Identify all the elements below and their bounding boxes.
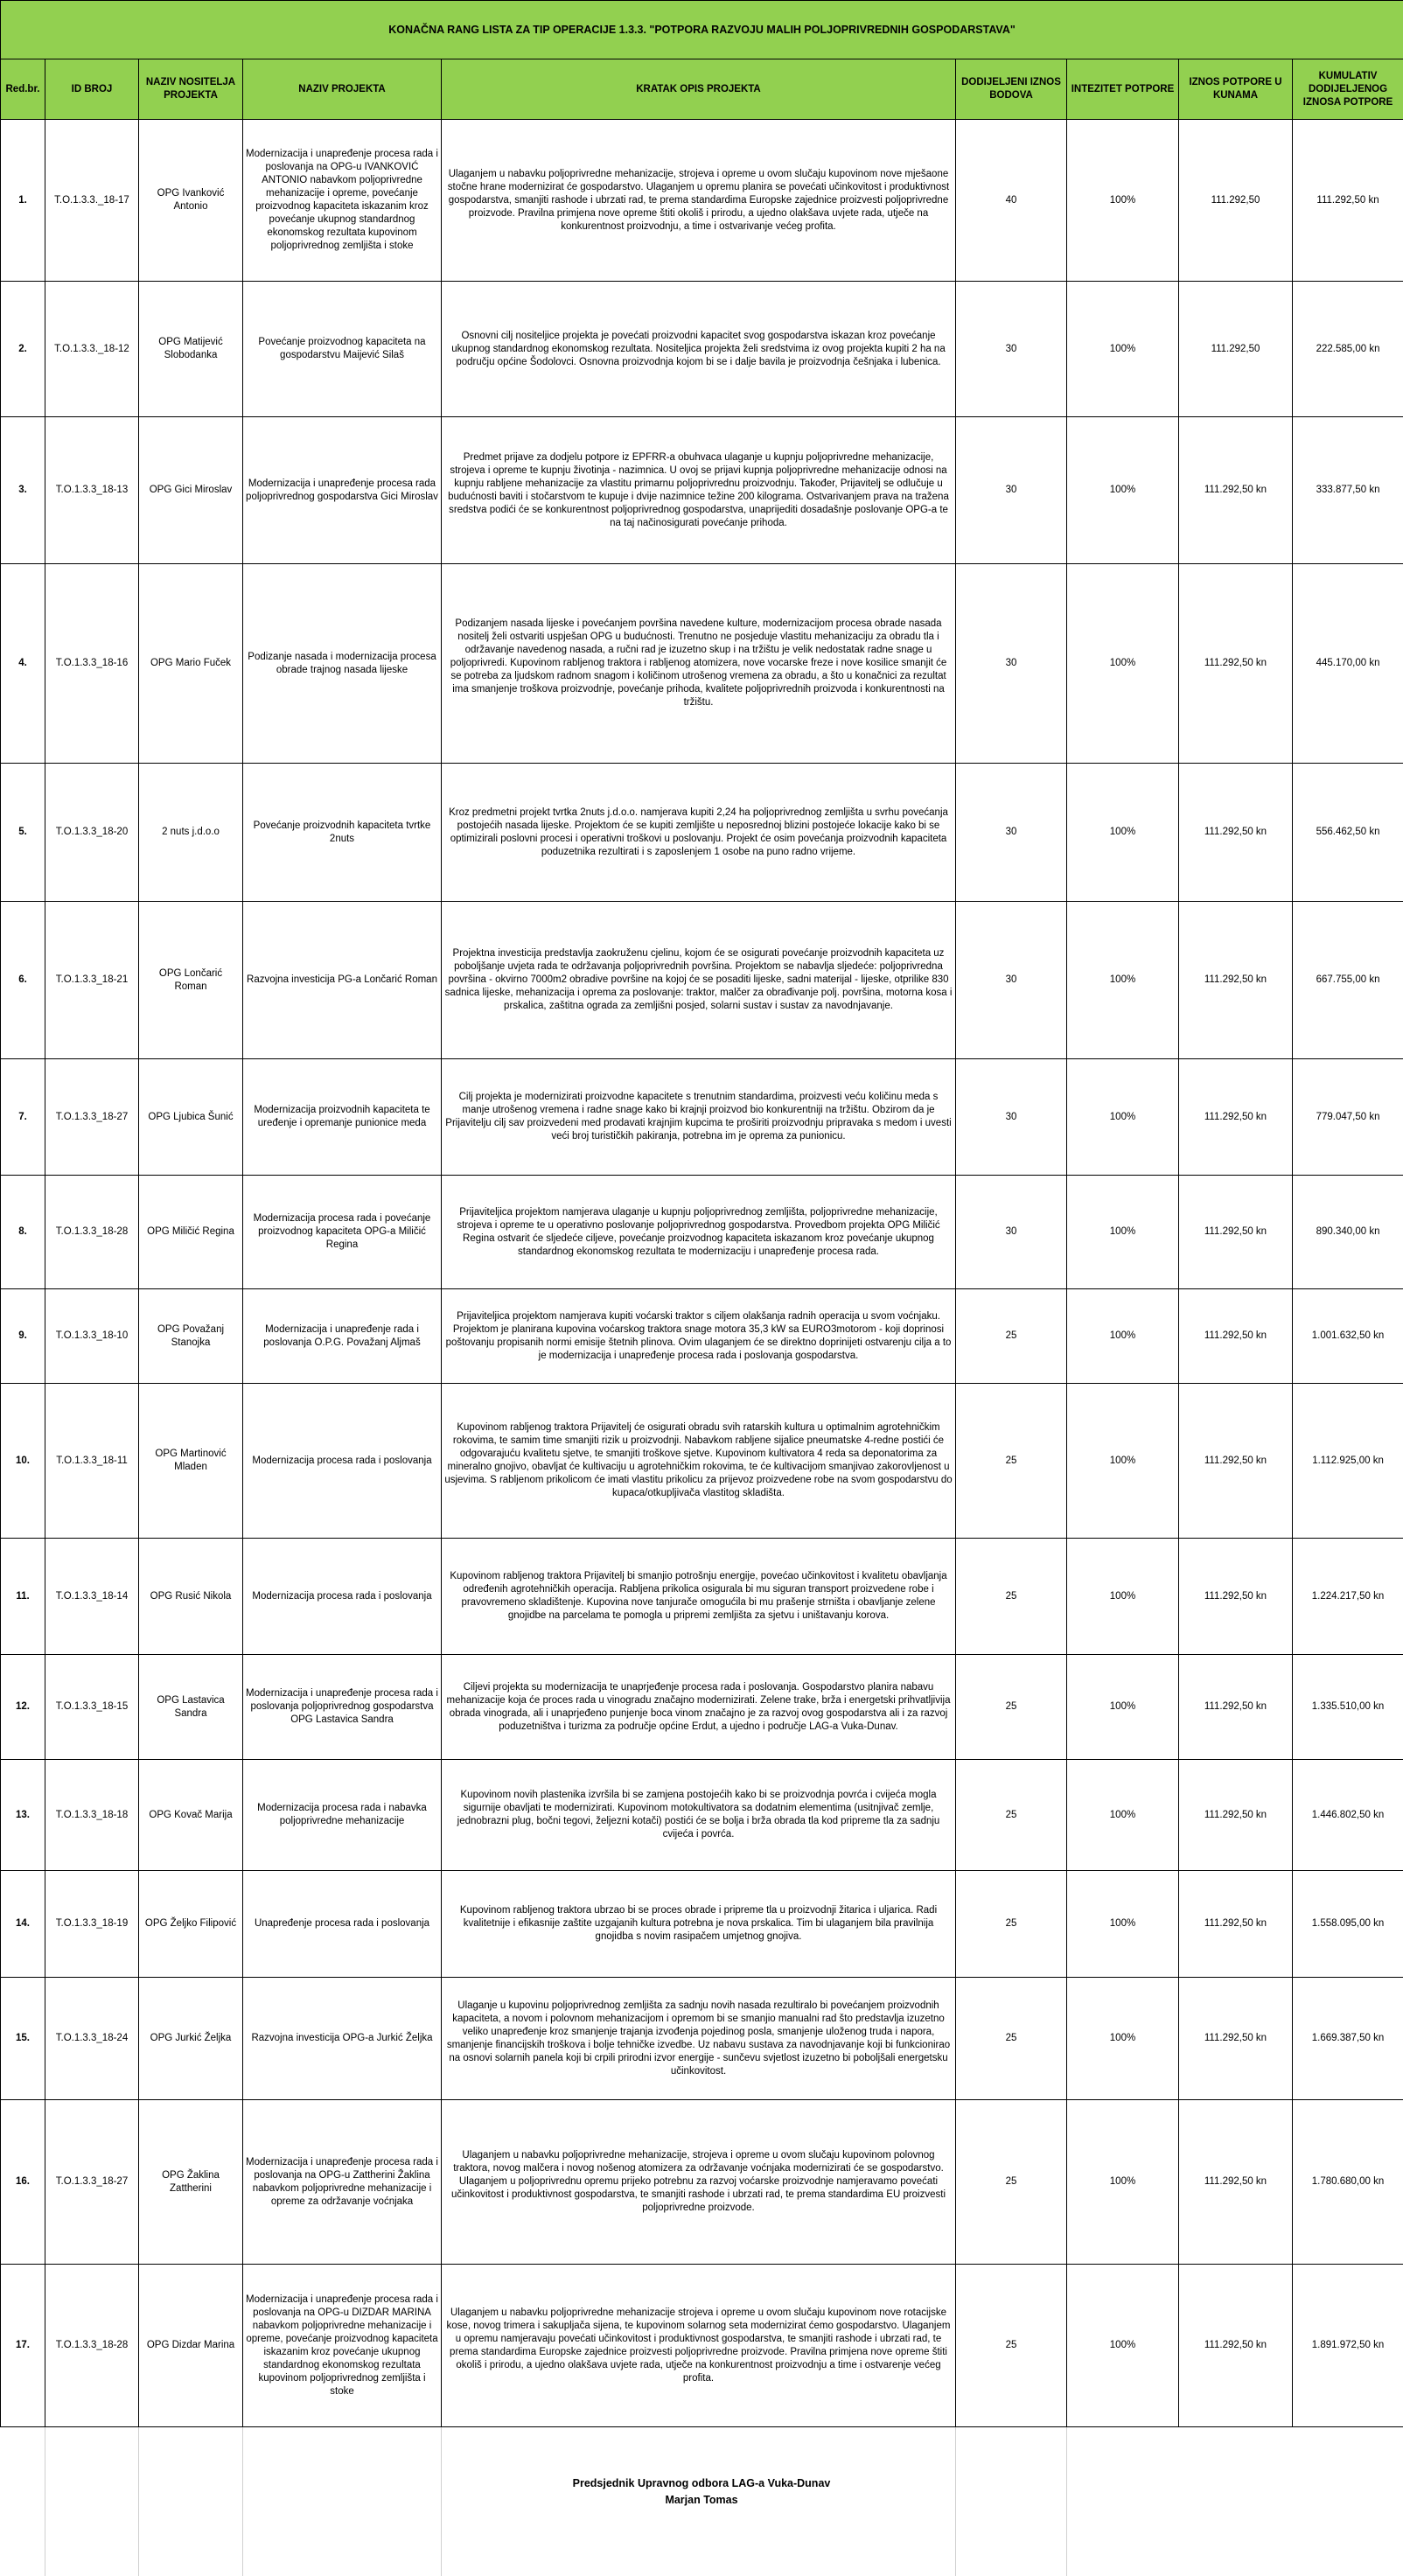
cell-bodovi: 25	[956, 1978, 1067, 2100]
cell-nositelj: OPG Matijević Slobodanka	[139, 282, 243, 417]
cell-bodovi: 25	[956, 1539, 1067, 1655]
table-row	[1, 282, 1403, 417]
cell-iznos: 111.292,50 kn	[1179, 1871, 1293, 1978]
cell-id: T.O.1.3.3_18-11	[45, 1384, 139, 1539]
cell-intenzitet: 100%	[1067, 1760, 1179, 1871]
cell-iznos: 111.292,50 kn	[1179, 1978, 1293, 2100]
cell-intenzitet: 100%	[1067, 120, 1179, 282]
cell-iznos: 111.292,50 kn	[1179, 564, 1293, 764]
cell-iznos: 111.292,50 kn	[1179, 764, 1293, 902]
cell-id: T.O.1.3.3_18-15	[45, 1655, 139, 1760]
cell-projekt: Modernizacija procesa rada i poslovanja	[243, 1384, 442, 1539]
cell-kumulativ: 1.335.510,00 kn	[1293, 1655, 1403, 1760]
cell-intenzitet: 100%	[1067, 902, 1179, 1059]
cell-iznos: 111.292,50 kn	[1179, 1176, 1293, 1289]
cell-opis: Ulaganjem u nabavku poljoprivredne mehanizacije strojeva i opreme u ovom slučaju kupovinom nove rotacijske kose, novog trimera i sakupljača sijena, te kupovinom solarnog seta modernizirat ćemo gospodarstvo. Ulaganjem u opremu namjeravaju povećati učinkovitost i produktivnost gospodarstva, te smanjiti rashode i ubrzati rad, te prema standardima Europske zajednice proizvesti poljoprivredne proizvode. Pravilna primjena nove opreme štiti okoliš i prirodu, a ujedno olakšava uvjete rada, utječe na konkurentnost proizvodnju a time i ostvarenje većeg profita.	[442, 2265, 956, 2427]
cell-opis: Osnovni cilj nositeljice projekta je povećati proizvodni kapacitet svog gospodarstva iskazan kroz povećanje ukupnog standardnog ekonomskog rezultata. Nositeljica projekta želi sredstvima iz ovog projekta kupiti 2 ha na području općine Šodolovci. Osnovna proizvodnja kojom bi se i dalje bavila je proizvodnja češnjaka i lubenica.	[442, 282, 956, 417]
cell-opis: Kupovinom rabljenog traktora Prijavitelj bi smanjio potrošnju energije, povećao učinkovitost i kvalitetu obavljanja određenih agrotehničkih operacija. Rabljena prikolica osigurala bi mu siguran transport proizvedene robe i pravovremeno skladištenje. Kupovina nove tanjurače omogućila bi mu prašenje strništa i obavljanje zelene gnojidbe na parcelama te pomogla u pripremi zemljišta za sjetvu i uništavanju korova.	[442, 1539, 956, 1655]
cell-id: T.O.1.3.3_18-27	[45, 1059, 139, 1176]
cell-bodovi: 30	[956, 1176, 1067, 1289]
cell-projekt: Modernizacija i unapređenje procesa rada i poslovanja poljoprivrednog gospodarstva OPG Lastavica Sandra	[243, 1655, 442, 1760]
cell-nositelj: 2 nuts j.d.o.o	[139, 764, 243, 902]
cell-kumulativ: 1.446.802,50 kn	[1293, 1760, 1403, 1871]
cell-nositelj: OPG Lončarić Roman	[139, 902, 243, 1059]
cell-rb: 7.	[1, 1059, 45, 1176]
cell-opis: Prijaviteljica projektom namjerava ulaganje u kupnju poljoprivrednog zemljišta, poljoprivredne mehanizacije, strojeva i opreme te u operativno poslovanje poljoprivrednog gospodarstva. Provedbom projekta OPG Miličić Regina ostvarit će sljedeće ciljeve, povećanje proizvodnog kapaciteta iskazanom kroz povećanje ukupnog standardnog ekonomskog rezultata te modernizaciju i unapređenje procesa rada.	[442, 1176, 956, 1289]
cell-iznos: 111.292,50 kn	[1179, 902, 1293, 1059]
cell-rb: 6.	[1, 902, 45, 1059]
cell-rb: 13.	[1, 1760, 45, 1871]
cell-rb: 12.	[1, 1655, 45, 1760]
table-row	[1, 564, 1403, 764]
cell-rb: 3.	[1, 417, 45, 564]
header-opis: KRATAK OPIS PROJEKTA	[442, 59, 956, 120]
table-row	[1, 1539, 1403, 1655]
cell-kumulativ: 1.558.095,00 kn	[1293, 1871, 1403, 1978]
cell-bodovi: 30	[956, 564, 1067, 764]
cell-kumulativ: 1.669.387,50 kn	[1293, 1978, 1403, 2100]
cell-intenzitet: 100%	[1067, 1384, 1179, 1539]
cell-iznos: 111.292,50 kn	[1179, 1384, 1293, 1539]
cell-rb: 17.	[1, 2265, 45, 2427]
cell-bodovi: 25	[956, 2265, 1067, 2427]
cell-bodovi: 30	[956, 282, 1067, 417]
cell-intenzitet: 100%	[1067, 282, 1179, 417]
cell-projekt: Povećanje proizvodnog kapaciteta na gospodarstvu Maijević Silaš	[243, 282, 442, 417]
cell-nositelj: OPG Ljubica Šunić	[139, 1059, 243, 1176]
signature-block	[0, 2475, 1403, 2509]
cell-kumulativ: 333.877,50 kn	[1293, 417, 1403, 564]
header-rb: Red.br.	[1, 59, 45, 120]
table-row	[1, 120, 1403, 282]
cell-kumulativ: 111.292,50 kn	[1293, 120, 1403, 282]
cell-projekt: Povećanje proizvodnih kapaciteta tvrtke 2nuts	[243, 764, 442, 902]
cell-bodovi: 25	[956, 2100, 1067, 2265]
cell-projekt: Modernizacija proizvodnih kapaciteta te uređenje i opremanje punionice meda	[243, 1059, 442, 1176]
header-bodovi: DODIJELJENI IZNOS BODOVA	[956, 59, 1067, 120]
cell-iznos: 111.292,50 kn	[1179, 1059, 1293, 1176]
header-projekt: NAZIV PROJEKTA	[243, 59, 442, 120]
cell-rb: 15.	[1, 1978, 45, 2100]
cell-projekt: Razvojna investicija PG-a Lončarić Roman	[243, 902, 442, 1059]
table-row	[1, 764, 1403, 902]
cell-id: T.O.1.3.3_18-19	[45, 1871, 139, 1978]
header-kumulativ: KUMULATIV DODIJELJENOG IZNOSA POTPORE	[1293, 59, 1403, 120]
cell-nositelj: OPG Martinović Mladen	[139, 1384, 243, 1539]
cell-kumulativ: 667.755,00 kn	[1293, 902, 1403, 1059]
cell-id: T.O.1.3.3_18-18	[45, 1760, 139, 1871]
cell-nositelj: OPG Dizdar Marina	[139, 2265, 243, 2427]
cell-intenzitet: 100%	[1067, 564, 1179, 764]
table-row	[1, 1059, 1403, 1176]
cell-kumulativ: 1.112.925,00 kn	[1293, 1384, 1403, 1539]
cell-projekt: Modernizacija i unapređenje procesa rada i poslovanja na OPG-u Zattherini Žaklina nabavkom poljoprivredne mehanizacije i opreme za održavanje voćnjaka	[243, 2100, 442, 2265]
cell-opis: Ulaganjem u nabavku poljoprivredne mehanizacije, strojeva i opreme u ovom slučaju kupovinom nove mješaone stočne hrane modernizirat će gospodarstvo. Ulaganjem u opremu planira se povećati učinkovitost i produktivnost gospodarstva, smanjiti rashode i ubrzati rad, te prema standardima Europske zajednice proizvesti poljoprivredne proizvode. Pravilna primjena nove opreme štiti okoliš i prirodu, a ujedno olakšava uvjete rada, utječe na konkurentnost proizvodnju, a time i ostvarivanje većeg profita.	[442, 120, 956, 282]
cell-intenzitet: 100%	[1067, 2265, 1179, 2427]
table-row	[1, 417, 1403, 564]
cell-id: T.O.1.3.3_18-20	[45, 764, 139, 902]
cell-bodovi: 30	[956, 1059, 1067, 1176]
cell-intenzitet: 100%	[1067, 1978, 1179, 2100]
cell-kumulativ: 779.047,50 kn	[1293, 1059, 1403, 1176]
cell-bodovi: 25	[956, 1384, 1067, 1539]
cell-kumulativ: 556.462,50 kn	[1293, 764, 1403, 902]
cell-id: T.O.1.3.3_18-28	[45, 1176, 139, 1289]
table-row	[1, 1289, 1403, 1384]
cell-id: T.O.1.3.3_18-28	[45, 2265, 139, 2427]
table-row	[1, 1871, 1403, 1978]
cell-rb: 16.	[1, 2100, 45, 2265]
cell-rb: 14.	[1, 1871, 45, 1978]
cell-intenzitet: 100%	[1067, 1289, 1179, 1384]
cell-iznos: 111.292,50	[1179, 282, 1293, 417]
cell-projekt: Modernizacija procesa rada i nabavka poljoprivredne mehanizacije	[243, 1760, 442, 1871]
cell-rb: 9.	[1, 1289, 45, 1384]
cell-id: T.O.1.3.3_18-21	[45, 902, 139, 1059]
cell-id: T.O.1.3.3_18-24	[45, 1978, 139, 2100]
cell-opis: Prijaviteljica projektom namjerava kupiti voćarski traktor s ciljem olakšanja radnih operacija u svom voćnjaku. Projektom je planirana kupovina voćarskog traktora snage motora 35,3 kW sa EURO3motorom - koji doprinosi poštovanju propisanih normi emisije štetnih plinova. Ovim ulaganjem će se direktno doprinijeti ostvarenju cilja a to je modernizacija i unapređenje procesa rada i poslovanja gospodarstva.	[442, 1289, 956, 1384]
cell-projekt: Unapređenje procesa rada i poslovanja	[243, 1871, 442, 1978]
cell-nositelj: OPG Mario Fuček	[139, 564, 243, 764]
cell-nositelj: OPG Kovač Marija	[139, 1760, 243, 1871]
table-row	[1, 1176, 1403, 1289]
table-title: KONAČNA RANG LISTA ZA TIP OPERACIJE 1.3.3. "POTPORA RAZVOJU MALIH POLJOPRIVREDNIH GOSPODARSTAVA"	[1, 1, 1403, 59]
cell-iznos: 111.292,50 kn	[1179, 2265, 1293, 2427]
cell-intenzitet: 100%	[1067, 1176, 1179, 1289]
cell-nositelj: OPG Željko Filipović	[139, 1871, 243, 1978]
cell-rb: 2.	[1, 282, 45, 417]
cell-opis: Ulaganje u kupovinu poljoprivrednog zemljišta za sadnju novih nasada rezultiralo bi povećanjem proizvodnih kapaciteta, a novom i polovnom mehanizacijom i opremom bi se smanjio manualni rad što predstavlja izuzetno veliko unapređenje kroz smanjenje trajanja izvođenja pojedinog posla, smanjenje uloženog truda i napora, smanjenje financijskih troškova i bolje tehničke izvedbe. Uz nabavu sustava za navodnjavanje koji bi funkcionirao na osnovi solarnih panela koji bi crpili prirodni izvor energije - sunčevu svjetlost izuzetno bi poboljšali energetsku učinkovitost.	[442, 1978, 956, 2100]
cell-intenzitet: 100%	[1067, 417, 1179, 564]
signature-role: Predsjednik Upravnog odbora LAG-a Vuka-Dunav	[572, 2477, 831, 2489]
cell-id: T.O.1.3.3_18-16	[45, 564, 139, 764]
cell-iznos: 111.292,50 kn	[1179, 1289, 1293, 1384]
cell-nositelj: OPG Žaklina Zattherini	[139, 2100, 243, 2265]
cell-intenzitet: 100%	[1067, 1871, 1179, 1978]
cell-rb: 8.	[1, 1176, 45, 1289]
header-iznos: IZNOS POTPORE U KUNAMA	[1179, 59, 1293, 120]
cell-bodovi: 30	[956, 764, 1067, 902]
cell-opis: Kroz predmetni projekt tvrtka 2nuts j.d.o.o. namjerava kupiti 2,24 ha poljoprivrednog zemljišta u svrhu povećanja postojećih nasada lijeske. Projektom će se kupiti zemljište u neposrednoj blizini postojeće lokacije kako bi se optimizirali poslovni procesi i operativni troškovi u poslovanju. Projekt će osim povećanja proizvodnih kapaciteta poduzetnika rezultirati i s zaposlenjem 1 osobe na puno radno vrijeme.	[442, 764, 956, 902]
cell-kumulativ: 1.224.217,50 kn	[1293, 1539, 1403, 1655]
table-row	[1, 2100, 1403, 2265]
cell-iznos: 111.292,50 kn	[1179, 1655, 1293, 1760]
cell-nositelj: OPG Jurkić Željka	[139, 1978, 243, 2100]
table-row	[1, 1384, 1403, 1539]
cell-projekt: Podizanje nasada i modernizacija procesa obrade trajnog nasada lijeske	[243, 564, 442, 764]
header-row	[1, 59, 1403, 120]
cell-rb: 4.	[1, 564, 45, 764]
cell-iznos: 111.292,50 kn	[1179, 1539, 1293, 1655]
cell-intenzitet: 100%	[1067, 1655, 1179, 1760]
cell-projekt: Modernizacija i unapređenje procesa rada poljoprivrednog gospodarstva Gici Miroslav	[243, 417, 442, 564]
cell-projekt: Modernizacija procesa rada i poslovanja	[243, 1539, 442, 1655]
cell-projekt: Modernizacija i unapređenje procesa rada i poslovanja na OPG-u DIZDAR MARINA nabavkom poljoprivredne mehanizacije i opreme, povećanje proizvodnog kapaciteta iskazanim kroz povećanje ukupnog standardnog ekonomskog rezultata kupovinom poljoprivrednog zemljišta i stoke	[243, 2265, 442, 2427]
cell-kumulativ: 222.585,00 kn	[1293, 282, 1403, 417]
cell-id: T.O.1.3.3_18-27	[45, 2100, 139, 2265]
cell-nositelj: OPG Miličić Regina	[139, 1176, 243, 1289]
cell-opis: Podizanjem nasada lijeske i povećanjem površina navedene kulture, modernizacijom procesa obrade nasada nositelj želi ostvariti uspješan OPG u budućnosti. Trenutno ne posjeduje vlastitu mehanizaciju za obradu tla i održavanje navedenog nasada, a ručni rad je izuzetno skup i na tržištu je velik nedostatak radne snage u poljoprivredi. Kupovinom rabljenog traktora i rabljenog atomizera, nove vocarske freze i nove kosilice smanjit će se potreba za ljudskom radnom snagom i količinom utrošenog vremena za obradu, a što u konačnici za rezultat ima smanjenje troškova proizvodnje, povećanje prihoda, kvalitete poljoprivrednih proizvoda i konkurentnosti na tržištu.	[442, 564, 956, 764]
header-nositelj: NAZIV NOSITELJA PROJEKTA	[139, 59, 243, 120]
cell-opis: Cilj projekta je modernizirati proizvodne kapacitete s trenutnim standardima, proizvesti veću količinu meda s manje utrošenog vremena i radne snage kako bi krajnji proizvod bio konkurentniji na tržištu. Obzirom da je Prijavitelju cilj sav proizvedeni med prodavati krajnjim kupcima te proširiti proizvodnju pripravaka s medom i uvesti veći broj turističkih pakiranja, potrebna im je oprema za punionicu.	[442, 1059, 956, 1176]
table-row	[1, 1978, 1403, 2100]
cell-opis: Ulaganjem u nabavku poljoprivredne mehanizacije, strojeva i opreme u ovom slučaju kupovinom polovnog traktora, novog malčera i novog nošenog atomizera za održavanje voćnjaka modernizirati će se gospodarstvo. Ulaganjem u poljoprivrednu opremu prijeko potrebnu za razvoj voćarske proizvodnje namjeravamo povećati učinkovitost i produktivnost gospodarstva, te smanjiti rashode i ubrzati rad, te prema standardima EU proizvesti poljoprivredne proizvode.	[442, 2100, 956, 2265]
table-row	[1, 2265, 1403, 2427]
cell-bodovi: 25	[956, 1655, 1067, 1760]
cell-bodovi: 25	[956, 1871, 1067, 1978]
cell-opis: Kupovinom rabljenog traktora ubrzao bi se proces obrade i pripreme tla u proizvodnji žitarica i uljarica. Radi kvalitetnije i efikasnije zaštite uzgajanih kultura potrebna je nova prskalica. Tim bi ulaganjem bila pravilnija gnojidba s novim rasipačem umjetnog gnojiva.	[442, 1871, 956, 1978]
title-row	[1, 1, 1403, 59]
cell-nositelj: OPG Považanj Stanojka	[139, 1289, 243, 1384]
cell-opis: Ciljevi projekta su modernizacija te unaprjeđenje procesa rada i poslovanja. Gospodarstvo planira nabavu mehanizacije koja će proces rada u vinogradu značajno modernizirati. Zelene trake, brža i energetski prihvatljivija obrada vinograda, ali i unaprjeđeno punjenje boca vinom značajno je za razvoj ovog gospodarstva ali i za razvoj poduzetništva i turizma za područje općine Erdut, a ujedno i područje LAG-a Vuka-Dunav.	[442, 1655, 956, 1760]
cell-rb: 5.	[1, 764, 45, 902]
cell-iznos: 111.292,50 kn	[1179, 2100, 1293, 2265]
cell-id: T.O.1.3.3_18-10	[45, 1289, 139, 1384]
cell-projekt: Modernizacija i unapređenje rada i poslovanja O.P.G. Považanj Aljmaš	[243, 1289, 442, 1384]
cell-nositelj: OPG Gici Miroslav	[139, 417, 243, 564]
cell-bodovi: 40	[956, 120, 1067, 282]
cell-nositelj: OPG Ivanković Antonio	[139, 120, 243, 282]
cell-rb: 1.	[1, 120, 45, 282]
cell-id: T.O.1.3.3._18-12	[45, 282, 139, 417]
signature-name: Marjan Tomas	[665, 2494, 738, 2506]
cell-intenzitet: 100%	[1067, 764, 1179, 902]
cell-projekt: Modernizacija i unapređenje procesa rada i poslovanja na OPG-u IVANKOVIĆ ANTONIO nabavkom poljoprivredne mehanizacije i opreme, povećanje proizvodnog kapaciteta iskazanim kroz povećanje ukupnog standardnog ekonomskog rezultata kupovinom poljoprivrednog zemljišta i stoke	[243, 120, 442, 282]
cell-opis: Kupovinom novih plastenika izvršila bi se zamjena postojećih kako bi se proizvodnja povrća i cvijeća mogla sigurnije obavljati te modernizirati. Kupovinom motokultivatora sa dodatnim elementima (usitnjivač zemlje, jednobrazni plug, bočni tegovi, željezni kotači) postići će se bolja i brža obrada tla kod pripreme tla za sadnju cvijeća i povrća.	[442, 1760, 956, 1871]
cell-intenzitet: 100%	[1067, 2100, 1179, 2265]
cell-opis: Kupovinom rabljenog traktora Prijavitelj će osigurati obradu svih ratarskih kultura u optimalnim agrotehničkim rokovima, te samim time smanjiti rizik u proizvodnji. Nabavkom rabljene sijalice pneumatske 4-redne postići će odgovarajuću kvalitetu sjetve, te smanjiti troškove sjetve. Kupovinom kultivatora 4 reda sa deponatorima za mineralno gnojivo, obavljat će kultivaciju u agrotehničkim rokovima, te će kultivacijom smanjivao zakorovljenost u usjevima. S rabljenom prikolicom će imati vlastitu prikolicu za prijevoz proizvedene robe na svom gospodarstvu do kupaca/otkupljivača vlastitog skladišta.	[442, 1384, 956, 1539]
cell-iznos: 111.292,50	[1179, 120, 1293, 282]
cell-bodovi: 25	[956, 1289, 1067, 1384]
cell-intenzitet: 100%	[1067, 1539, 1179, 1655]
cell-intenzitet: 100%	[1067, 1059, 1179, 1176]
cell-kumulativ: 890.340,00 kn	[1293, 1176, 1403, 1289]
cell-iznos: 111.292,50 kn	[1179, 1760, 1293, 1871]
cell-opis: Predmet prijave za dodjelu potpore iz EPFRR-a obuhvaca ulaganje u kupnju poljoprivredne mehanizacije, strojeva i opreme te kupnju životinja - nazimnica. U ovoj se prijavi kupnja poljoprivredne mehanizacije odnosi na kupnju rabljene mehanizacije za vlastitu primarnu poljoprivrednu proizvodnju. Također, Prijavitelj se odlučuje u budućnosti baviti i stočarstvom te kupuje i dvije nazimnice težine 200 kilograma. Ostvarivanjem prava na tražena sredstva podići će se konkurentnost poljoprivrednog gospodarstva, unaprijediti dosadašnje poslovanje OPG-a te na taj načinosigurati povećanje prihoda.	[442, 417, 956, 564]
header-id: ID BROJ	[45, 59, 139, 120]
cell-kumulativ: 1.891.972,50 kn	[1293, 2265, 1403, 2427]
table-row	[1, 1655, 1403, 1760]
cell-opis: Projektna investicija predstavlja zaokruženu cjelinu, kojom će se osigurati povećanje proizvodnih kapaciteta uz poboljšanje uvjeta rada te održavanja poljoprivrednih površina. Projektom se nabavlja sljedeće: poljoprivredna površina - okvirno 7000m2 obradive površine na kojoj će se posaditi lijeske, sadni materijal - lijeske, otprilike 830 sadnica lijeske, mehanizacija i oprema za poslovanje: traktor, malčer za obrađivanje polj. površina, motorna kosa i prskalica, zaštitna ograda za zemljišni posjed, solarni sustav i sustav za navodnjavanje.	[442, 902, 956, 1059]
table-row	[1, 1760, 1403, 1871]
table-row	[1, 902, 1403, 1059]
cell-id: T.O.1.3.3_18-13	[45, 417, 139, 564]
cell-iznos: 111.292,50 kn	[1179, 417, 1293, 564]
cell-kumulativ: 1.780.680,00 kn	[1293, 2100, 1403, 2265]
cell-nositelj: OPG Rusić Nikola	[139, 1539, 243, 1655]
cell-nositelj: OPG Lastavica Sandra	[139, 1655, 243, 1760]
cell-id: T.O.1.3.3._18-17	[45, 120, 139, 282]
cell-kumulativ: 445.170,00 kn	[1293, 564, 1403, 764]
cell-projekt: Modernizacija procesa rada i povećanje proizvodnog kapaciteta OPG-a Miličić Regina	[243, 1176, 442, 1289]
cell-bodovi: 30	[956, 902, 1067, 1059]
cell-bodovi: 25	[956, 1760, 1067, 1871]
cell-bodovi: 30	[956, 417, 1067, 564]
cell-id: T.O.1.3.3_18-14	[45, 1539, 139, 1655]
cell-rb: 11.	[1, 1539, 45, 1655]
cell-projekt: Razvojna investicija OPG-a Jurkić Željka	[243, 1978, 442, 2100]
cell-rb: 10.	[1, 1384, 45, 1539]
header-intenzitet: INTEZITET POTPORE	[1067, 59, 1179, 120]
cell-kumulativ: 1.001.632,50 kn	[1293, 1289, 1403, 1384]
